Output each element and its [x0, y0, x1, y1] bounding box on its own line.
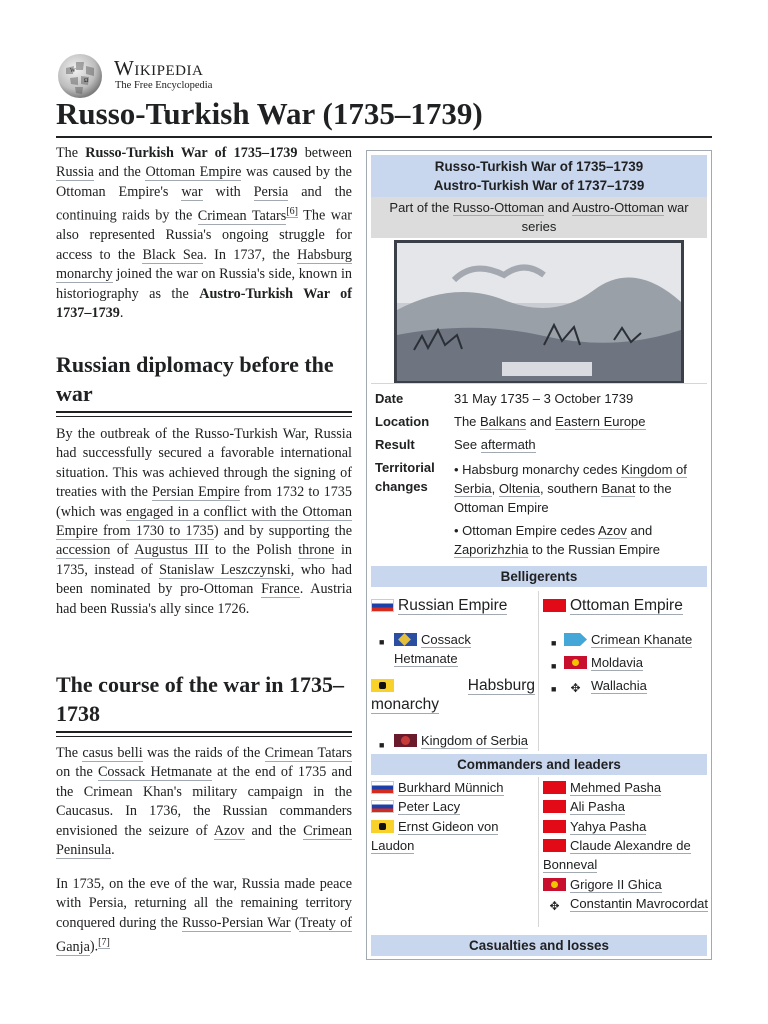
reference-6[interactable]: [6] [286, 206, 298, 218]
ottoman-flag-icon [543, 599, 566, 612]
bullet: ■ [551, 661, 557, 671]
commander-munnich: Burkhard Münnich [371, 778, 504, 797]
infobox-series: Part of the Russo-Ottoman and Austro-Ottoman war series [371, 197, 707, 238]
page-title: Russo-Turkish War (1735–1739) [56, 96, 483, 131]
link-aftermath[interactable]: aftermath [480, 437, 536, 452]
ottoman-flag-icon [543, 820, 566, 833]
link-war[interactable]: war [181, 183, 203, 200]
link-augustus-iii[interactable]: Augustus III [134, 542, 209, 559]
link-kingdom-of-serbia[interactable]: Kingdom of Serbia [454, 462, 687, 496]
location-label: Location [375, 414, 430, 429]
wallachia-eagle-icon: ✥ [549, 899, 560, 913]
date-label: Date [375, 391, 404, 406]
svg-text:W: W [70, 68, 76, 74]
link-azov[interactable]: Azov [213, 822, 245, 839]
link-treaty-of-ganja[interactable]: Treaty of Ganja [56, 914, 353, 955]
heading-rule [56, 731, 352, 737]
link-casus-belli[interactable]: casus belli [82, 745, 143, 761]
territorial-change-2: • Ottoman Empire cedes Azov and Zaporizhzhia to the Russian Empire [454, 523, 660, 557]
column-divider [538, 591, 539, 751]
heading-rule [56, 411, 352, 417]
belligerent-moldavia: Moldavia [564, 653, 643, 672]
territorial-change-1: • Habsburg monarchy cedes Kingdom of Serbia, Oltenia, southern Banat to the Ottoman Empire [454, 462, 687, 515]
link-crimean-tatars[interactable]: Crimean Tatars [197, 207, 287, 224]
link-france[interactable]: France [261, 581, 300, 598]
belligerent-crimean-khanate: Crimean Khanate [564, 630, 692, 649]
bullet: ■ [551, 684, 557, 694]
link-engaged-conflict[interactable]: engaged in a conflict with the Ottoman Empire from 1730 to 1735 [56, 503, 352, 540]
section-heading-diplomacy: Russian diplomacy before the war [56, 352, 334, 406]
commander-yahya-pasha: Yahya Pasha [543, 817, 646, 836]
result-value: See aftermath [454, 437, 536, 452]
date-value: 31 May 1735 – 3 October 1739 [454, 391, 634, 406]
link-ottoman-empire[interactable]: Ottoman Empire [145, 164, 242, 181]
bullet: ■ [379, 637, 385, 647]
link-oltenia[interactable]: Oltenia [498, 481, 541, 496]
section-heading-course-of-war: The course of the war in 1735–1738 [56, 672, 345, 726]
infobox-divider [371, 383, 707, 384]
reference-7[interactable]: [7] [98, 937, 110, 949]
moldavia-flag-icon [543, 878, 566, 891]
commander-ghica: Grigore II Ghica [543, 875, 662, 894]
battle-engraving-image[interactable] [394, 240, 684, 384]
ottoman-flag-icon [543, 781, 566, 794]
ottoman-flag-icon [543, 839, 566, 852]
russia-flag-icon [371, 800, 394, 813]
russia-flag-icon [371, 781, 394, 794]
belligerent-wallachia: ✥ Wallachia [564, 676, 647, 695]
link-stanislaw-leszczynski[interactable]: Stanislaw Leszczynski [159, 561, 291, 578]
link-crimean-peninsula[interactable]: Crimean Peninsula [56, 822, 352, 859]
wallachia-eagle-icon: ✥ [570, 681, 581, 695]
belligerent-ottoman-empire: Ottoman Empire [543, 596, 683, 615]
link-russo-ottoman[interactable]: Russo-Ottoman [453, 200, 545, 215]
moldavia-flag-icon [564, 656, 587, 669]
cossack-flag-icon [394, 633, 417, 646]
infobox-title: Russo-Turkish War of 1735–1739 Austro-Turkish War of 1737–1739 [371, 155, 707, 197]
crimean-flag-icon [564, 633, 587, 646]
link-crimean-tatars[interactable]: Crimean Tatars [264, 745, 352, 761]
link-russo-persian-war[interactable]: Russo-Persian War [182, 914, 291, 931]
wikipedia-wordmark[interactable]: Wikipedia [114, 56, 204, 80]
belligerents-header: Belligerents [371, 566, 707, 587]
belligerent-cossack-hetmanate: Cossack Hetmanate [394, 632, 471, 666]
commander-bonneval: Claude Alexandre de Bonneval [543, 838, 691, 872]
belligerent-kingdom-of-serbia: Kingdom of Serbia [394, 731, 528, 750]
bullet: ■ [551, 638, 557, 648]
link-habsburg-monarchy[interactable]: Habsburg monarchy [56, 246, 353, 283]
belligerent-habsburg: Habsburg monarchy [371, 677, 535, 713]
serbia-flag-icon [394, 734, 417, 747]
link-zaporizhzhia[interactable]: Zaporizhzhia [454, 542, 529, 557]
habsburg-flag-icon [371, 820, 394, 833]
course-paragraph-1: The casus belli was the raids of the Crimean Tatars on the Cossack Hetmanate at the end of 1735 and the Crimean Khan's military campaign in the Caucasus. In 1736, the Russian commanders envisioned the seizure of Azov and the Crimean Peninsula. [56, 745, 353, 859]
link-eastern-europe[interactable]: Eastern Europe [555, 414, 646, 429]
wikipedia-globe-logo[interactable] [56, 52, 104, 100]
title-rule [56, 136, 712, 138]
link-azov[interactable]: Azov [598, 523, 627, 538]
russia-flag-icon [371, 599, 394, 612]
wikipedia-tagline: The Free Encyclopedia [115, 80, 213, 91]
ottoman-flag-icon [543, 800, 566, 813]
result-label: Result [375, 437, 415, 452]
svg-text:Ω: Ω [84, 78, 89, 84]
casualties-header: Casualties and losses [371, 935, 707, 956]
commander-laudon: Ernst Gideon von Laudon [371, 819, 499, 853]
commander-ali-pasha: Ali Pasha [543, 797, 625, 816]
infobox [366, 150, 712, 960]
link-persian-empire[interactable]: Persian Empire [152, 484, 240, 501]
link-accession[interactable]: accession [56, 542, 111, 559]
commanders-header: Commanders and leaders [371, 754, 707, 775]
commander-mavrocordat: ✥ Constantin Mavrocordat [543, 894, 708, 913]
commander-mehmed-pasha: Mehmed Pasha [543, 778, 661, 797]
column-divider [538, 777, 539, 927]
link-banat[interactable]: Banat [601, 481, 636, 496]
habsburg-flag-icon [371, 679, 394, 692]
location-value: The Balkans and Eastern Europe [454, 414, 646, 429]
intro-paragraph: The Russo-Turkish War of 1735–1739 between Russia and the Ottoman Empire was caused by the Ottoman Empire's war with Persia and the continuing raids by the Crimean Tatars[6] The war also represented Russia's ongoing struggle for access to the Black Sea. In 1737, the Habsburg monarchy joined the war on Russia's side, known in historiography as the Austro-Turkish War of 1737–1739. [56, 145, 353, 321]
bullet: ■ [379, 740, 385, 750]
link-persia[interactable]: Persia [253, 183, 289, 200]
commander-lacy: Peter Lacy [371, 797, 460, 816]
belligerent-russian-empire: Russian Empire [371, 596, 507, 615]
link-russia[interactable]: Russia [56, 164, 94, 181]
link-austro-ottoman[interactable]: Austro-Ottoman [572, 200, 665, 215]
course-paragraph-2: In 1735, on the eve of the war, Russia made peace with Persia, returning all the remaining territory conquered during the Russo-Persian War (Treaty of Ganja).[7] [56, 876, 353, 955]
link-cossack-hetmanate[interactable]: Cossack Hetmanate [97, 764, 212, 781]
diplomacy-paragraph: By the outbreak of the Russo-Turkish War, Russia had successfully secured a favorable international situation. This was achieved through the signing of treaties with the Persian Empire from 1732 to 1735 (which was engaged in a conflict with the Ottoman Empire from 1730 to 1735) and by supporting the accession of Augustus III to the Polish throne in 1735, instead of Stanislaw Leszczynski, who had been nominated by pro-Ottoman France. Austria had been Russia's ally since 1726. [56, 426, 353, 617]
link-black-sea[interactable]: Black Sea [142, 246, 204, 263]
territorial-changes-label: Territorial changes [375, 460, 435, 494]
link-balkans[interactable]: Balkans [480, 414, 527, 429]
link-throne[interactable]: throne [298, 542, 335, 559]
